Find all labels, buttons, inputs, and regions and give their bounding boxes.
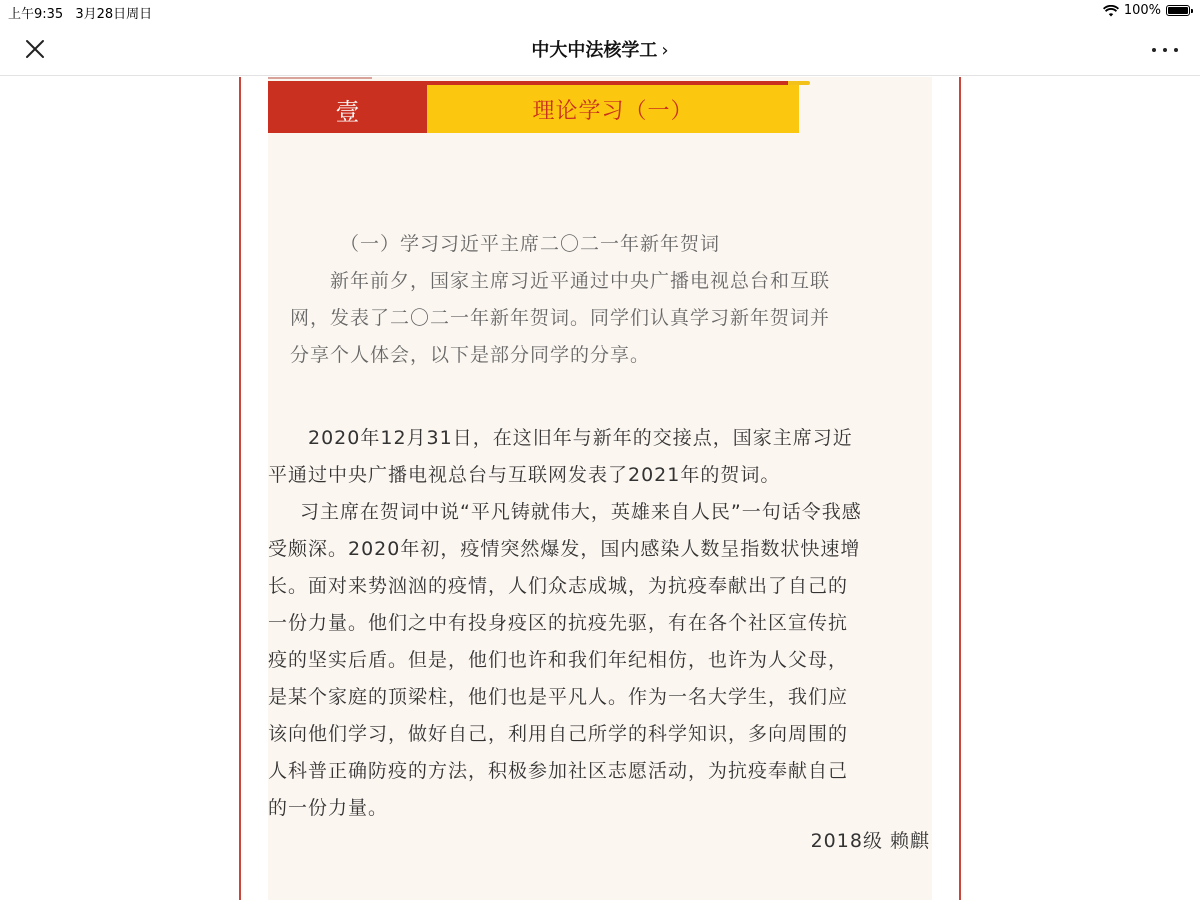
- body-line: 长。面对来势汹汹的疫情，人们众志成城，为抗疫奉献出了自己的: [268, 575, 849, 597]
- frame-line-left: [239, 77, 241, 900]
- more-button[interactable]: [1152, 40, 1178, 60]
- top-strip: [268, 77, 372, 79]
- section-title: 理论学习（一）: [427, 85, 799, 133]
- body-line: 疫的坚实后盾。但是，他们也许和我们年纪相仿，也许为人父母，: [268, 649, 849, 671]
- intro-block: [268, 226, 932, 374]
- body-line: 习主席在贺词中说“平凡铸就伟大，英雄来自人民”一句话令我感: [300, 501, 862, 523]
- body-line: 一份力量。他们之中有投身疫区的抗疫先驱，有在各个社区宣传抗: [268, 612, 849, 634]
- status-right: [1103, 3, 1190, 18]
- status-time: 上午9:35: [8, 7, 64, 22]
- status-time-date: [8, 3, 152, 22]
- account-title-link[interactable]: [0, 36, 1200, 62]
- battery-percent: 100%: [1123, 3, 1161, 18]
- intro-line: 分享个人体会，以下是部分同学的分享。: [290, 344, 651, 366]
- body-line: 人科普正确防疫的方法，积极参加社区志愿活动，为抗疫奉献自己: [268, 760, 849, 782]
- wifi-icon: [1103, 5, 1119, 17]
- more-icon-dot: [1163, 48, 1167, 52]
- more-icon-dot: [1174, 48, 1178, 52]
- intro-line: 网，发表了二〇二一年新年贺词。同学们认真学习新年贺词并: [290, 307, 831, 329]
- body-line: 是某个家庭的顶梁柱，他们也是平凡人。作为一名大学生，我们应: [268, 686, 849, 708]
- body-line: 该向他们学习，做好自己，利用自己所学的科学知识，多向周围的: [268, 723, 849, 745]
- status-date: 3月28日周日: [75, 7, 153, 22]
- nav-bar: [0, 22, 1200, 76]
- body-line: 平通过中央广播电视总台与互联网发表了2021年的贺词。: [268, 464, 781, 486]
- account-title: 中大中法核学工: [531, 40, 658, 61]
- body-block: [268, 420, 932, 827]
- battery-fill: [1168, 7, 1188, 14]
- body-line: 2020年12月31日，在这旧年与新年的交接点，国家主席习近: [308, 427, 853, 449]
- body-line: 受颇深。2020年初，疫情突然爆发，国内感染人数呈指数状快速增: [268, 538, 861, 560]
- chevron-right-icon: ›: [661, 40, 669, 61]
- signature: 2018级 赖麒: [810, 830, 930, 852]
- frame-line-right: [959, 77, 961, 900]
- section-number: 壹: [268, 85, 427, 133]
- intro-line: 新年前夕，国家主席习近平通过中央广播电视总台和互联: [330, 270, 831, 292]
- body-line: 的一份力量。: [268, 797, 389, 819]
- intro-heading: （一）学习习近平主席二〇二一年新年贺词: [340, 233, 721, 255]
- battery-icon: [1166, 5, 1190, 16]
- status-bar: [0, 0, 1200, 22]
- more-icon: [1152, 48, 1156, 52]
